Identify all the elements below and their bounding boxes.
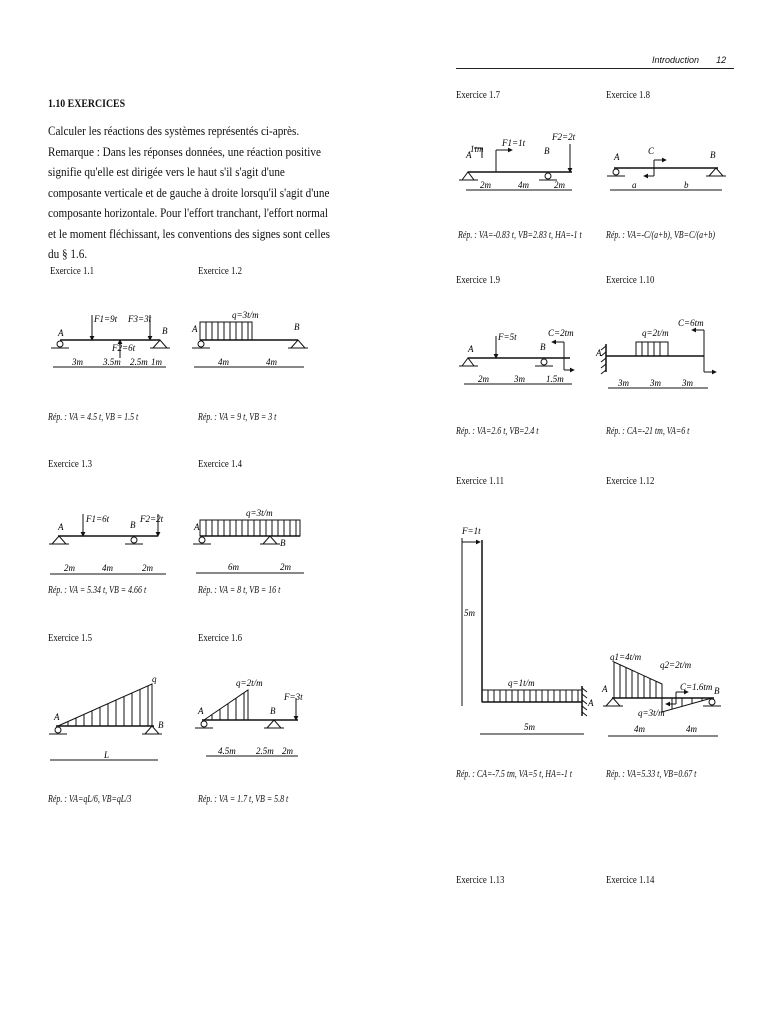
dim-label: 3m xyxy=(72,357,83,367)
exercise-answer: Rép. : CA=-21 tm, VA=6 t xyxy=(606,425,690,437)
exercise-label: Exercice 1.4 xyxy=(198,458,242,470)
dim-label: 3m xyxy=(618,378,629,388)
moment-label: C=6tm xyxy=(678,318,704,328)
load-label: F=1t xyxy=(462,526,481,536)
dim-label: 5m xyxy=(524,722,535,732)
exercise-label: Exercice 1.3 xyxy=(48,458,92,470)
support-label: A xyxy=(54,712,60,722)
load-label: 1tm xyxy=(470,144,484,154)
support-label: B xyxy=(294,322,300,332)
load-label: F3=3t xyxy=(128,314,152,324)
support-label: B xyxy=(544,146,550,156)
dim-label: 4m xyxy=(518,180,529,190)
intro-line: Calculer les réactions des systèmes représentés ci-après. xyxy=(48,123,300,138)
exercise-label: Exercice 1.7 xyxy=(456,89,500,101)
dim-label: 1m xyxy=(151,357,162,367)
exercise-answer: Rép. : VA=2.6 t, VB=2.4 t xyxy=(456,425,539,437)
dim-label: 2m xyxy=(478,374,489,384)
dim-label: 4m xyxy=(266,357,277,367)
dim-label: 4m xyxy=(102,563,113,573)
exercise-answer: Rép. : VA=-0.83 t, VB=2.83 t, HA=-1 t xyxy=(458,229,582,241)
exercise-label: Exercice 1.13 xyxy=(456,874,505,886)
exercise-label: Exercice 1.1 xyxy=(50,265,94,277)
page-number: 12 xyxy=(716,55,727,65)
moment-label: C=1.6tm xyxy=(680,682,713,692)
exercise-answer: Rép. : VA = 5.34 t, VB = 4.66 t xyxy=(48,584,147,596)
beam-diagram-1-7 xyxy=(460,130,585,200)
load-label: q=1t/m xyxy=(508,678,535,688)
exercise-label: Exercice 1.10 xyxy=(606,274,655,286)
support-label: A xyxy=(468,344,474,354)
moment-label: C=2tm xyxy=(548,328,574,338)
load-label: F=5t xyxy=(498,332,517,342)
support-label: A xyxy=(588,698,594,708)
exercise-answer: Rép. : VA = 1.7 t, VB = 5.8 t xyxy=(198,793,289,805)
dim-label: 2m xyxy=(280,562,291,572)
exercise-label: Exercice 1.9 xyxy=(456,274,500,286)
dim-label: b xyxy=(684,180,689,190)
exercise-label: Exercice 1.11 xyxy=(456,475,505,487)
dim-label: 2m xyxy=(282,746,293,756)
support-label: B xyxy=(130,520,136,530)
load-label: q=3t/m xyxy=(638,708,665,718)
dim-label: a xyxy=(632,180,637,190)
beam-diagram-1-10 xyxy=(596,316,725,396)
support-label: A xyxy=(58,522,64,532)
intro-remark: Remarque : Dans les réponses données, une réaction positive signifie qu'elle est dirigée vers le haut s'il s'agit d'une composante verticale et de gauche à droite lorsqu'il s'agit d'une composante horizontale. Pour l'effort tranchant, l'effort normal et le moment fléchissant, les conventions des signes sont celles du § 1.6. xyxy=(48,143,330,261)
load-label: F2=2t xyxy=(552,132,576,142)
dim-label: 4m xyxy=(634,724,645,734)
support-label: B xyxy=(270,706,276,716)
load-label: q=3t/m xyxy=(246,508,273,518)
running-header xyxy=(652,55,726,65)
support-label: A xyxy=(602,684,608,694)
load-label: q=3t/m xyxy=(232,310,259,320)
header-rule xyxy=(456,68,734,69)
support-label: A xyxy=(194,522,200,532)
load-label: q xyxy=(152,674,157,684)
beam-diagram-1-2 xyxy=(192,310,312,380)
header-section: Introduction xyxy=(652,55,700,65)
exercise-label: Exercice 1.2 xyxy=(198,265,242,277)
dim-label: 2.5m xyxy=(130,357,148,367)
exercise-answer: Rép. : VA = 8 t, VB = 16 t xyxy=(198,584,281,596)
dim-label: 4.5m xyxy=(218,746,236,756)
support-label: B xyxy=(710,150,716,160)
beam-diagram-1-3 xyxy=(48,508,173,578)
support-label: B xyxy=(714,686,720,696)
load-label: F=3t xyxy=(284,692,303,702)
dim-label: 2m xyxy=(554,180,565,190)
dim-label: 4m xyxy=(686,724,697,734)
dim-label: 3m xyxy=(682,378,693,388)
support-label: B xyxy=(280,538,286,548)
support-label: A xyxy=(58,328,64,338)
beam-diagram-1-12 xyxy=(602,652,732,744)
dim-label: 3m xyxy=(650,378,661,388)
dim-label: 3m xyxy=(514,374,525,384)
support-label: B xyxy=(540,342,546,352)
dim-label: L xyxy=(104,750,110,760)
dim-label: 2m xyxy=(142,563,153,573)
dim-label: 2m xyxy=(480,180,491,190)
moment-label: C xyxy=(648,146,655,156)
dim-label: 3.5m xyxy=(103,357,121,367)
exercise-label: Exercice 1.12 xyxy=(606,475,655,487)
exercise-label: Exercice 1.14 xyxy=(606,874,655,886)
beam-diagram-1-9 xyxy=(460,328,585,396)
intro-text xyxy=(48,121,332,265)
exercise-answer: Rép. : VA = 4.5 t, VB = 1.5 t xyxy=(48,411,139,423)
exercise-answer: Rép. : VA=5.33 t, VB=0.67 t xyxy=(606,768,697,780)
beam-diagram-1-4 xyxy=(192,506,312,578)
load-label: F1=1t xyxy=(502,138,526,148)
exercise-answer: Rép. : VA=qL/6, VB=qL/3 xyxy=(48,793,132,805)
support-label: B xyxy=(158,720,164,730)
load-label: q1=4t/m xyxy=(610,652,642,662)
exercise-label: Exercice 1.8 xyxy=(606,89,650,101)
dim-label: 2m xyxy=(64,563,75,573)
load-label: q2=2t/m xyxy=(660,660,692,670)
beam-diagram-1-5 xyxy=(48,676,173,768)
load-label: q=2t/m xyxy=(236,678,263,688)
section-title: 1.10 EXERCICES xyxy=(48,96,126,110)
dim-label: 2.5m xyxy=(256,746,274,756)
support-label: B xyxy=(162,326,168,336)
load-label: F2=2t xyxy=(140,514,164,524)
exercise-label: Exercice 1.6 xyxy=(198,632,242,644)
exercise-answer: Rép. : CA=-7.5 tm, VA=5 t, HA=-1 t xyxy=(456,768,572,780)
beam-diagram-1-8 xyxy=(606,140,726,200)
dim-label: 1.5m xyxy=(546,374,564,384)
dim-label: 6m xyxy=(228,562,239,572)
beam-diagram-1-6 xyxy=(196,674,306,764)
exercise-answer: Rép. : VA=-C/(a+b), VB=C/(a+b) xyxy=(606,229,715,241)
load-label: F1=9t xyxy=(94,314,118,324)
support-label: A xyxy=(192,324,198,334)
exercise-answer: Rép. : VA = 9 t, VB = 3 t xyxy=(198,411,277,423)
beam-diagram-1-1 xyxy=(48,310,173,380)
exercise-label: Exercice 1.5 xyxy=(48,632,92,644)
dim-label: 5m xyxy=(464,608,475,618)
support-label: A xyxy=(596,348,602,358)
support-label: A xyxy=(198,706,204,716)
load-label: F1=6t xyxy=(86,514,110,524)
frame-diagram-1-11 xyxy=(452,520,598,740)
load-label: F2=6t xyxy=(112,343,136,353)
load-label: q=2t/m xyxy=(642,328,669,338)
support-label: A xyxy=(614,152,620,162)
support-label: A xyxy=(466,150,472,160)
dim-label: 4m xyxy=(218,357,229,367)
